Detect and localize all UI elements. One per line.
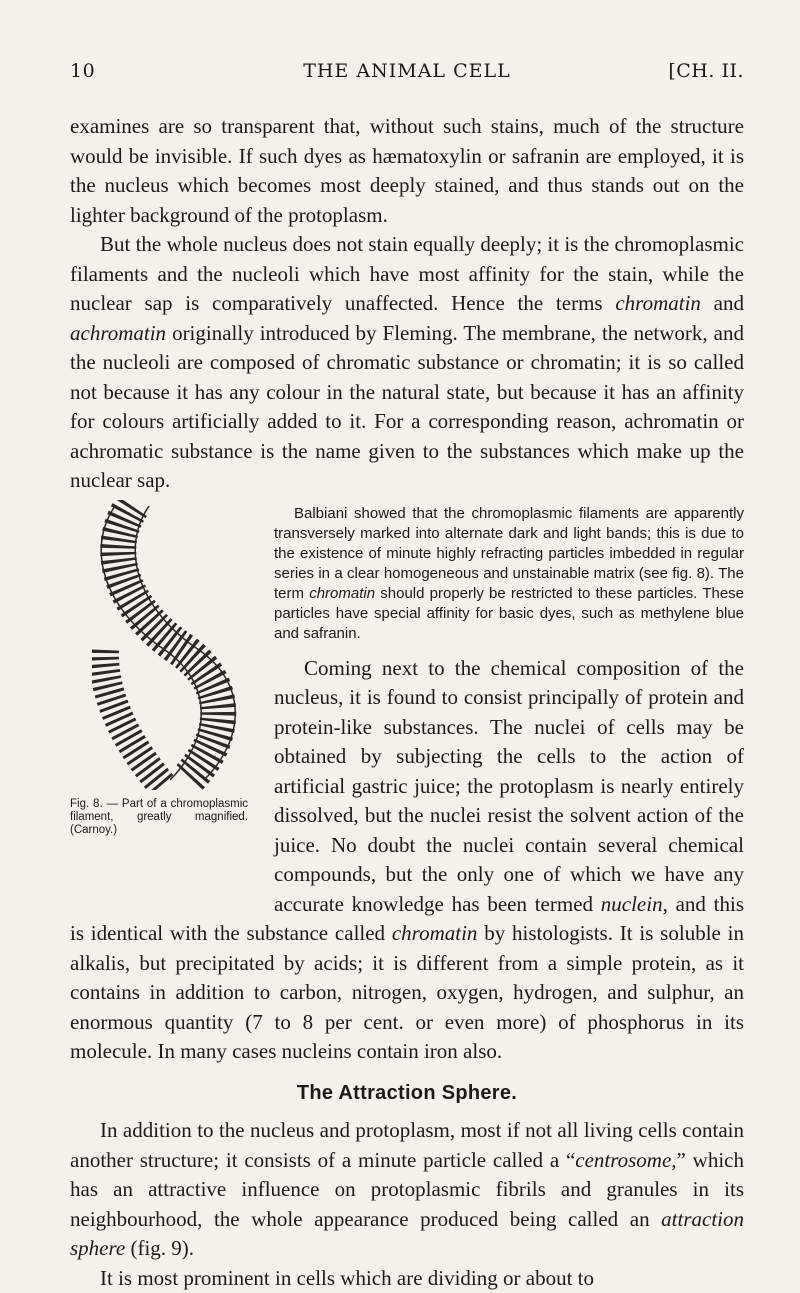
body-text: [70, 112, 744, 1293]
term-chromatin: chromatin: [392, 921, 478, 945]
text-run: (fig. 9).: [125, 1236, 194, 1260]
term-chromatin: chromatin: [309, 585, 375, 602]
text-run: ” which has an attractive influence on protoplasmic fibrils and granules in its neighbourhood, the whole appearance produced being called an: [70, 1148, 744, 1231]
paragraph-1: examines are so transparent that, without such stains, much of the structure would be invisible. If such dyes as hæmatoxylin or safranin are employed, it is the nucleus which becomes most deeply stained, and thus stands out on the lighter background of the protoplasm.: [70, 112, 744, 230]
running-header: [70, 60, 744, 90]
term-centrosome: centrosome,: [575, 1148, 676, 1172]
chromoplasmic-filament-illustration: [92, 500, 242, 790]
figure-caption: Fig. 8. — Part of a chromoplasmic filament, greatly magnified. (Carnoy.): [70, 798, 248, 837]
text-run: should properly be restricted to these particles. These particles have special affinity for basic dyes, such as methylene blue and safranin.: [274, 585, 744, 642]
chapter-label: [CH. II.: [668, 60, 744, 82]
text-run: and: [701, 291, 744, 315]
term-nuclein: nuclein,: [601, 892, 668, 916]
text-run: In addition to the nucleus and protoplasm, most if not all living cells contain another structure; it consists of a minute particle called a “: [70, 1118, 744, 1172]
page-number: 10: [70, 60, 95, 82]
figure-8: [70, 496, 260, 891]
text-run: and this is identical with the substance called: [70, 892, 744, 946]
text-run: But the whole nucleus does not stain equally deeply; it is the chromoplasmic filaments and the nucleoli which have most affinity for the stain, while the nuclear sap is comparatively unaffected. Hence the terms: [70, 232, 744, 315]
paragraph-5: It is most prominent in cells which are dividing or about to: [70, 1264, 744, 1293]
text-run: by histologists. It is soluble in alkalis, but precipitated by acids; it is different from a simple protein, as it contains in addition to carbon, nitrogen, oxygen, hydrogen, and sulphur, an enormous quantity (7 to 8 per cent. or even more) of phosphorus in its molecule. In many cases nucleins contain iron also.: [70, 921, 744, 1063]
paragraph-2: [70, 230, 744, 496]
paragraph-4: [70, 1116, 744, 1264]
text-run: Balbiani showed that the chromoplasmic filaments are apparently transversely marked into alternate dark and light bands; this is due to the existence of minute highly refracting particles imbedded in regular series in a clear homogeneous and unstainable matrix (see fig. 8). The term: [274, 505, 744, 602]
term-achromatin: achromatin: [70, 321, 166, 345]
running-title: THE ANIMAL CELL: [70, 60, 744, 82]
term-attraction-sphere: attraction sphere: [70, 1207, 744, 1261]
section-heading: The Attraction Sphere.: [70, 1079, 744, 1109]
text-run: originally introduced by Fleming. The membrane, the network, and the nucleoli are composed of chromatic substance or chromatin; it is so called not because it has any colour in the natural state, but because it has an affinity for colours artificially added to it. For a corresponding reason, achromatin or achromatic substance is the name given to the substances which make up the nuclear sap.: [70, 321, 744, 493]
term-chromatin: chromatin: [615, 291, 701, 315]
text-run: Coming next to the chemical composition of the nucleus, it is found to consist principally of protein and protein-like substances. The nuclei of cells may be obtained by subjecting the cells to the action of artificial gastric juice; the protoplasm is nearly entirely dissolved, but the nuclei resist the solvent action of the juice. No doubt the nuclei contain several chemical compounds, but the only one of which we have any accurate knowledge has been termed: [274, 656, 744, 916]
